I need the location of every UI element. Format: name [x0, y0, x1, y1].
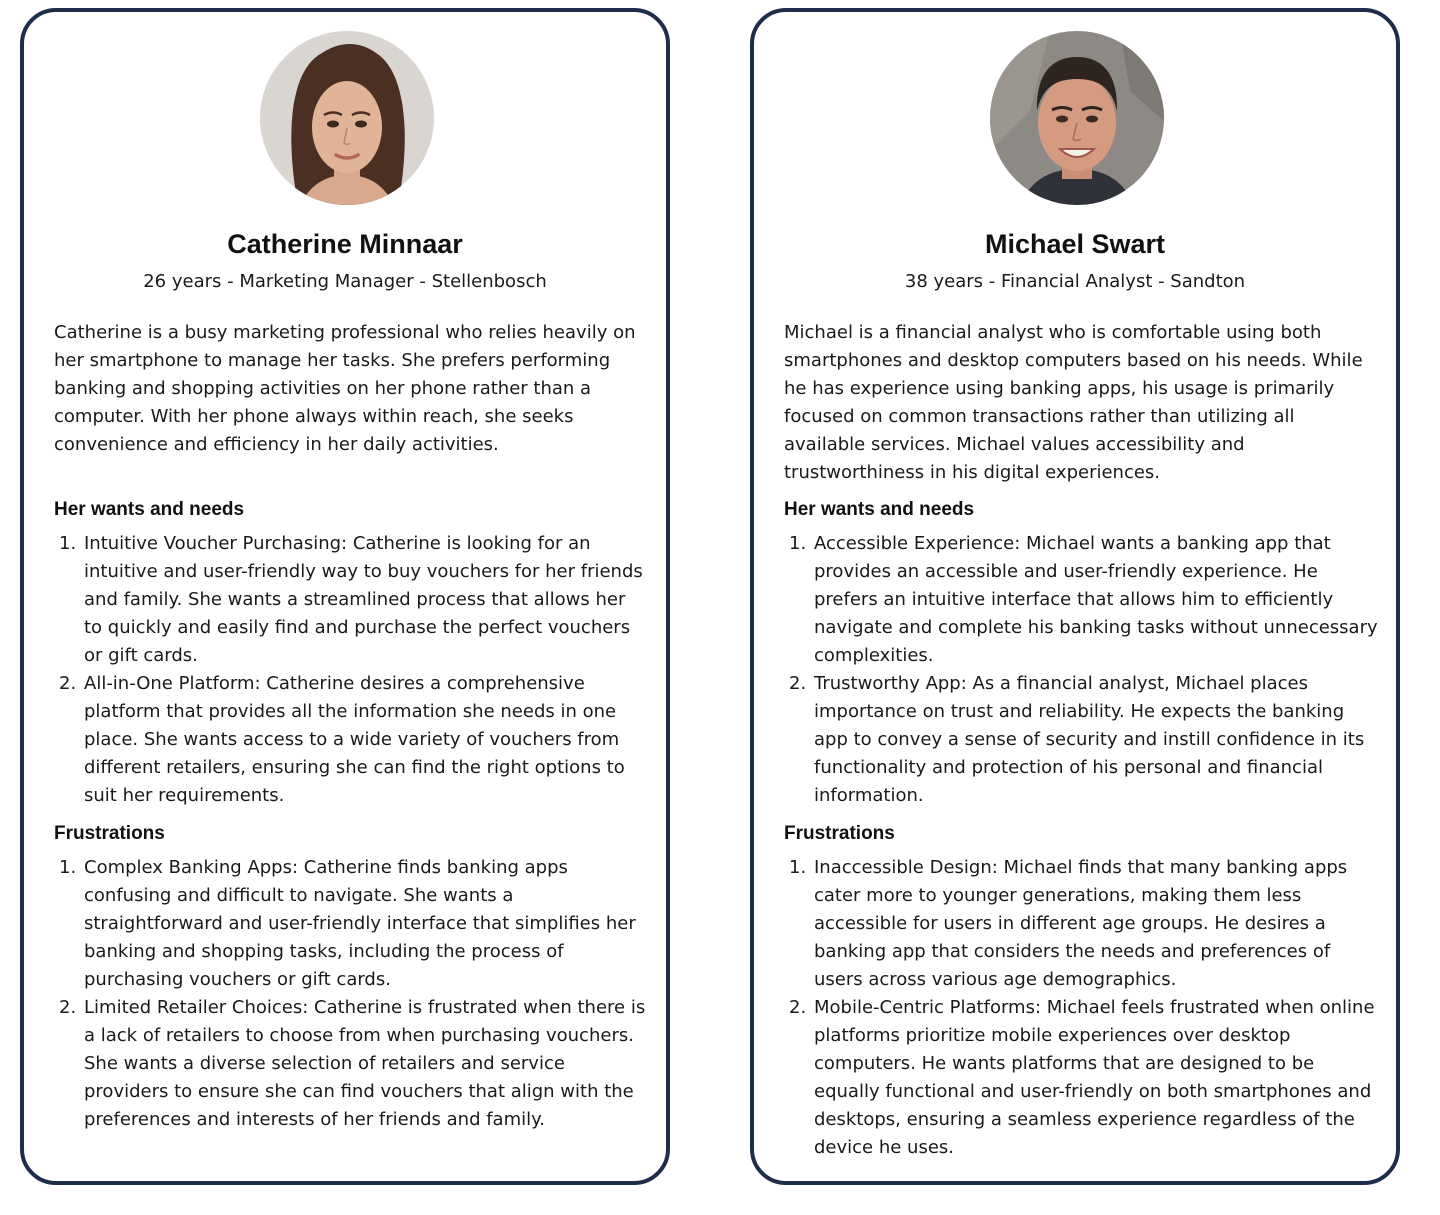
frustrations-list: [54, 854, 649, 1134]
avatar-woman-photo: [260, 31, 434, 205]
list-item: [54, 994, 649, 1134]
list-number: 1.: [59, 857, 77, 878]
wants-list: [54, 530, 649, 810]
list-item: [54, 530, 649, 670]
list-item-text: Limited Retailer Choices: Catherine is frustrated when there is a lack of retailers to choose from when purchasing vouchers. She wants a diverse selection of retailers and service providers to ensure she can find vouchers that align with the preferences and interests of her friends and family.: [84, 997, 646, 1130]
persona-content: [784, 319, 1379, 1172]
persona-card-catherine: [20, 8, 670, 1185]
list-item: [54, 854, 649, 994]
list-item: [54, 670, 649, 810]
list-item-text: Complex Banking Apps: Catherine finds banking apps confusing and difficult to navigate. She wants a straightforward and user-friendly interface that simplifies her banking and shopping tasks, including the process of purchasing vouchers or gift cards.: [84, 857, 636, 990]
list-item-text: Accessible Experience: Michael wants a banking app that provides an accessible and user-friendly experience. He prefers an intuitive interface that allows him to efficiently navigate and complete his banking tasks without unnecessary complexities.: [814, 533, 1378, 666]
list-item: [784, 854, 1379, 994]
frustrations-heading: Frustrations: [784, 823, 895, 844]
list-item: [784, 670, 1379, 810]
list-item-text: Inaccessible Design: Michael finds that many banking apps cater more to younger generations, making them less accessible for users in different age groups. He desires a banking app that considers the needs and preferences of users across various age demographics.: [814, 857, 1348, 990]
persona-content: [54, 319, 649, 1144]
persona-name: Michael Swart: [984, 229, 1166, 259]
list-number: 2.: [59, 673, 77, 694]
frustrations-list: [784, 854, 1379, 1162]
woman-portrait-icon: [260, 31, 434, 205]
persona-subtitle: 38 years - Financial Analyst - Sandton: [904, 271, 1246, 292]
list-number: 1.: [789, 857, 807, 878]
persona-subtitle: 26 years - Marketing Manager - Stellenbosch: [143, 271, 547, 292]
list-number: 1.: [789, 533, 807, 554]
list-item-text: All-in-One Platform: Catherine desires a comprehensive platform that provides all the information she needs in one place. She wants access to a wide variety of vouchers from different retailers, ensuring she can find the right options to suit her requirements.: [84, 673, 625, 806]
list-number: 2.: [59, 997, 77, 1018]
persona-card-michael: [750, 8, 1400, 1185]
list-item: [784, 530, 1379, 670]
list-item-text: Trustworthy App: As a financial analyst, Michael places importance on trust and reliability. He expects the banking app to convey a sense of security and instill confidence in its functionality and protection of his personal and financial information.: [814, 673, 1365, 806]
man-portrait-icon: [990, 31, 1164, 205]
frustrations-heading: Frustrations: [54, 823, 165, 844]
wants-heading: Her wants and needs: [784, 499, 975, 520]
wants-heading: Her wants and needs: [54, 499, 245, 520]
avatar-man-photo: [990, 31, 1164, 205]
list-item-text: Intuitive Voucher Purchasing: Catherine is looking for an intuitive and user-friendly way to buy vouchers for her friends and family. She wants a streamlined process that allows her to quickly and easily find and purchase the perfect vouchers or gift cards.: [84, 533, 643, 666]
wants-list: [784, 530, 1379, 810]
persona-bio: Michael is a financial analyst who is comfortable using both smartphones and desktop computers based on his needs. While he has experience using banking apps, his usage is primarily focused on common transactions rather than utilizing all available services. Michael values accessibility and trustworthiness in his digital experiences.: [784, 322, 1363, 483]
list-number: 1.: [59, 533, 77, 554]
persona-bio: Catherine is a busy marketing professional who relies heavily on her smartphone to manage her tasks. She prefers performing banking and shopping activities on her phone rather than a computer. With her phone always within reach, she seeks convenience and efficiency in her daily activities.: [54, 322, 636, 455]
list-number: 2.: [789, 673, 807, 694]
list-number: 2.: [789, 997, 807, 1018]
list-item-text: Mobile-Centric Platforms: Michael feels frustrated when online platforms prioritize mobile experiences over desktop computers. He wants platforms that are designed to be equally functional and user-friendly on both smartphones and desktops, ensuring a seamless experience regardless of the device he uses.: [814, 997, 1375, 1158]
persona-name: Catherine Minnaar: [227, 229, 463, 259]
list-item: [784, 994, 1379, 1162]
